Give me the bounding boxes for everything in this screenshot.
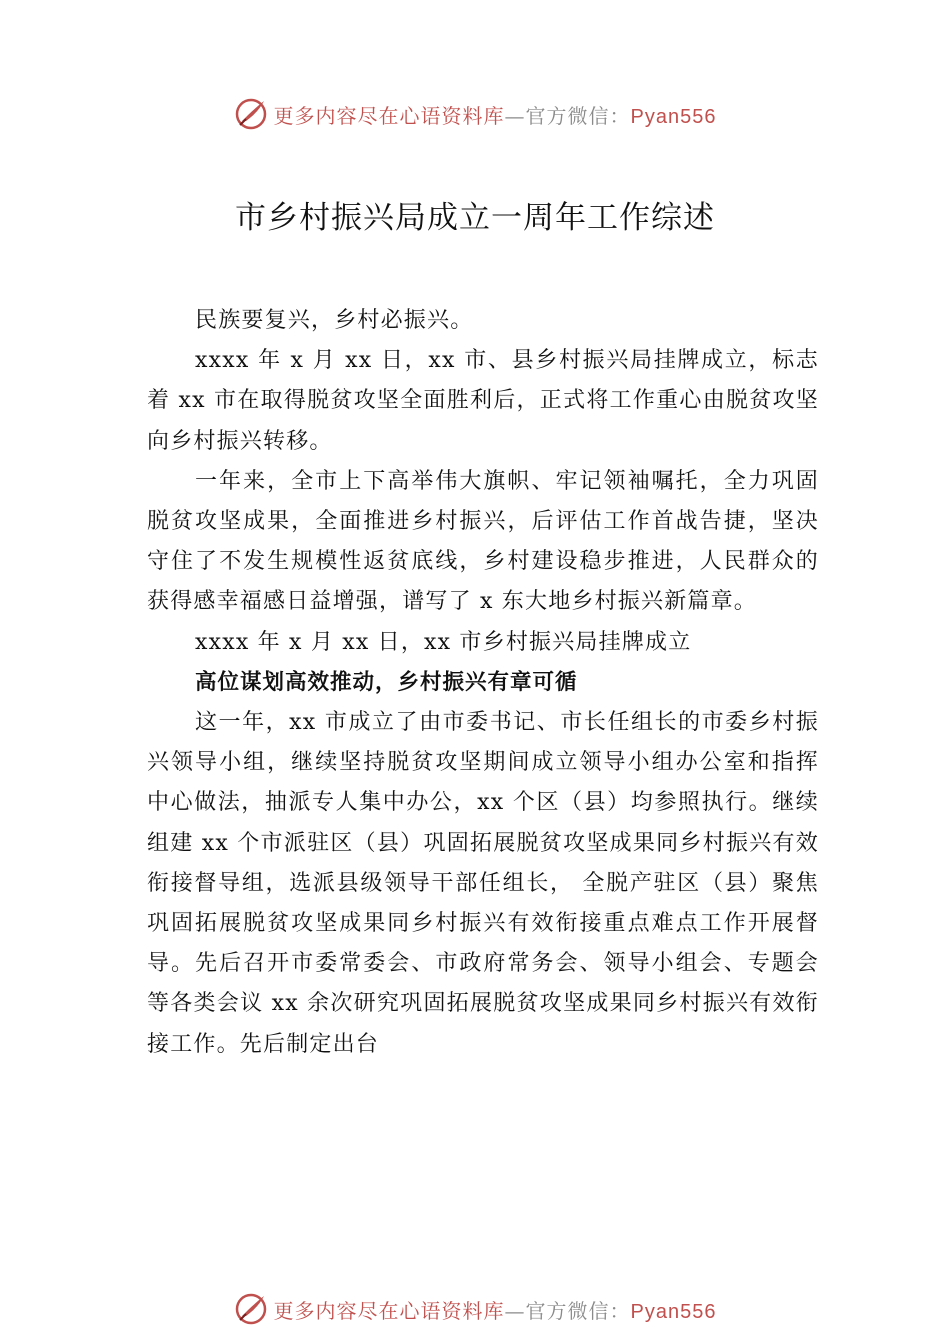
watermark-text xyxy=(274,100,717,129)
watermark-footer xyxy=(0,1289,950,1329)
watermark-gray-text: —官方微信： xyxy=(504,103,631,128)
watermark-red-text: 更多内容尽在心语资料库 xyxy=(273,103,505,128)
paragraph: xxxx 年 x 月 xx 日，xx 市、县乡村振兴局挂牌成立，标志着 xx 市在取得脱贫攻坚全面胜利后，正式将工作重心由脱贫攻坚向乡村振兴转移。 xyxy=(147,348,819,454)
watermark-gray-text: —官方微信： xyxy=(504,1298,631,1323)
document-body xyxy=(147,301,819,1065)
watermark-text xyxy=(274,1295,717,1324)
paragraph: xxxx 年 x 月 xx 日，xx 市乡村振兴局挂牌成立 xyxy=(195,629,692,655)
watermark-wechat-id: Pyan556 xyxy=(630,1300,717,1323)
section-heading: 高位谋划高效推动，乡村振兴有章可循 xyxy=(195,669,578,695)
paragraph: 民族要复兴，乡村必振兴。 xyxy=(195,308,474,333)
quill-logo-icon xyxy=(234,97,268,131)
quill-logo-icon xyxy=(234,1292,268,1326)
watermark-wechat-id: Pyan556 xyxy=(630,105,717,128)
paragraph: 这一年，xx 市成立了由市委书记、市长任组长的市委乡村振兴领导小组，继续坚持脱贫攻坚期间成立领导小组办公室和指挥中心做法，抽派专人集中办公，xx 个区（县）均参照执行。继续组建 xx 个市派驻区（县）巩固拓展脱贫攻坚成果同乡村振兴有效衔接督导组，选派县级领导干部任组长， 全脱产驻区（县）聚焦巩固拓展脱贫攻坚成果同乡村振兴有效衔接重点难点工作开展督导。先后召开市委常委会、市政府常务会、领导小组会、专题会等各类会议 xx 余次研究巩固拓展脱贫攻坚成果同乡村振兴有效衔接工作。先后制定出台 xyxy=(147,710,819,1057)
watermark-header xyxy=(0,94,950,134)
watermark-red-text: 更多内容尽在心语资料库 xyxy=(273,1298,505,1323)
document-title: 市乡村振兴局成立一周年工作综述 xyxy=(235,200,715,236)
paragraph: 一年来，全市上下高举伟大旗帜、牢记领袖嘱托，全力巩固脱贫攻坚成果，全面推进乡村振兴，后评估工作首战告捷，坚决守住了不发生规模性返贫底线，乡村建设稳步推进，人民群众的获得感幸福感日益增强，谱写了 x 东大地乡村振兴新篇章。 xyxy=(147,468,819,615)
